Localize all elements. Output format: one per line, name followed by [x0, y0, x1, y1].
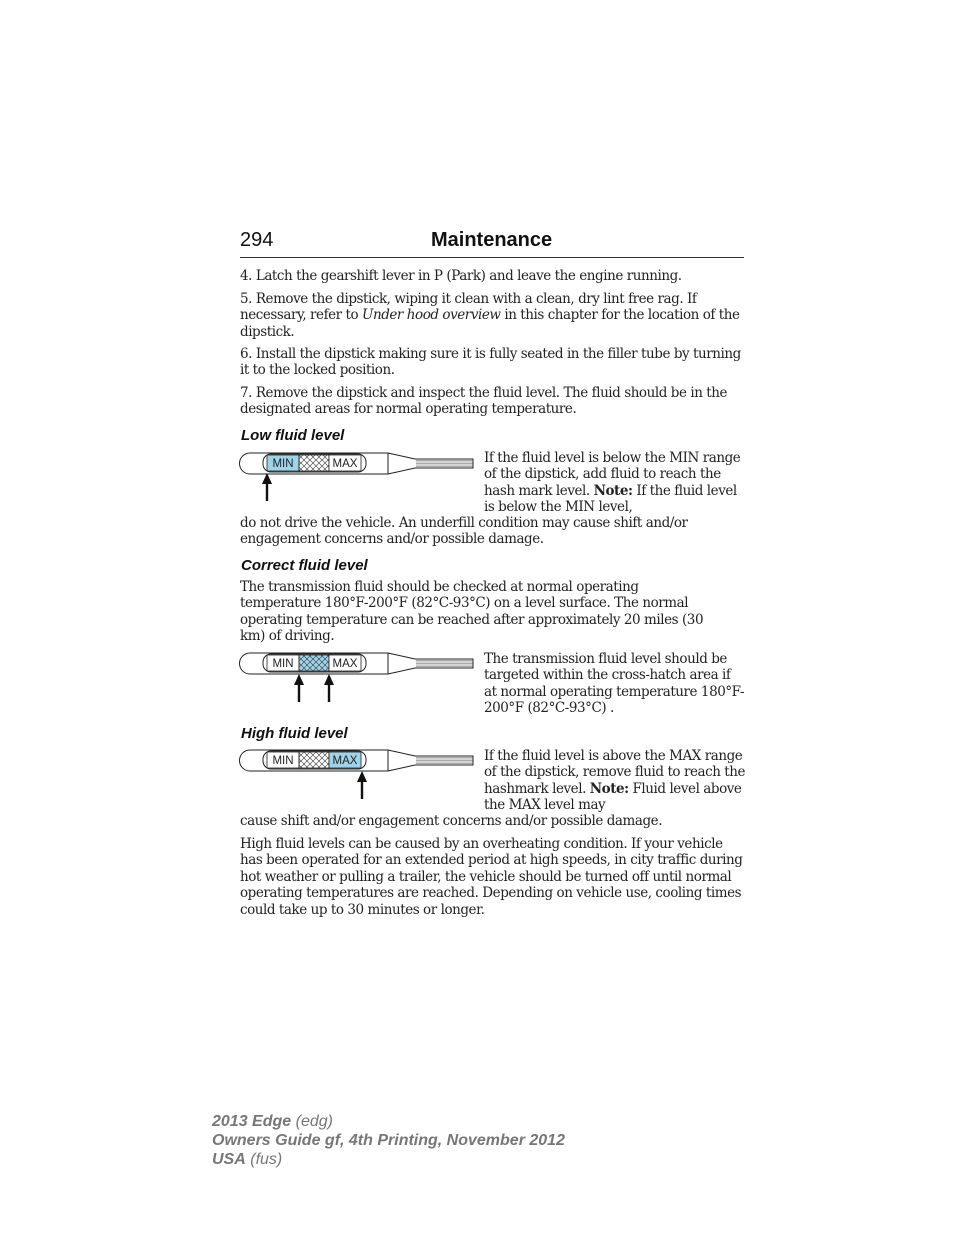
max-label: MAX	[332, 658, 358, 670]
page-header	[240, 229, 744, 258]
note-label: Note:	[593, 482, 633, 499]
min-label: MIN	[272, 755, 294, 767]
min-label: MIN	[272, 658, 294, 670]
max-label: MAX	[332, 458, 358, 470]
note-label: Note:	[589, 780, 629, 797]
max-label: MAX	[332, 755, 358, 767]
correct-fluid-side-text: The transmission fluid level should be targeted within the cross-hatch area if at normal operating temperature 180°F-200°F (82°C-93°C) .	[484, 651, 745, 717]
dipstick-correct-level-illustration	[238, 650, 478, 706]
footer-market-code: (fus)	[250, 1151, 283, 1168]
correct-fluid-paragraph: The transmission fluid should be checked at normal operating temperature 180°F-200°F (82°C-93°C) on a level surface. The normal operating temperature can be reached after approximately 20 miles (30 km) of driving.	[240, 579, 704, 645]
step-6: 6. Install the dipstick making sure it is fully seated in the filler tube by turning it to the locked position.	[240, 346, 741, 379]
min-label: MIN	[272, 458, 294, 470]
high-fluid-continued: cause shift and/or engagement concerns and/or possible damage.	[240, 813, 663, 829]
low-fluid-heading: Low fluid level	[241, 427, 345, 444]
footer-model: 2013 Edge	[212, 1113, 292, 1130]
page-footer	[212, 1112, 565, 1169]
footer-model-code: (edg)	[295, 1113, 333, 1130]
section-title: Maintenance	[431, 229, 553, 251]
high-fluid-heading: High fluid level	[241, 725, 348, 742]
low-fluid-continued: do not drive the vehicle. An underfill condition may cause shift and/or engagement concerns and/or possible damage.	[240, 515, 688, 548]
footer-market: USA	[212, 1151, 246, 1168]
footer-guide: Owners Guide gf, 4th Printing, November 2012	[212, 1132, 565, 1149]
step-5: 5. Remove the dipstick, wiping it clean with a clean, dry lint free rag. If necessary, refer to Under hood overview in this chapter for the location of the dipstick.	[240, 291, 740, 340]
page-number: 294	[240, 229, 274, 251]
low-fluid-side-text: If the fluid level is below the MIN range of the dipstick, add fluid to reach the hash mark level. Note: If the fluid level is below the MIN level,	[484, 450, 741, 516]
step-4: 4. Latch the gearshift lever in P (Park) and leave the engine running.	[240, 268, 682, 284]
under-hood-overview-reference: Under hood overview	[362, 307, 501, 324]
dipstick-high-level-illustration	[238, 746, 478, 802]
high-fluid-paragraph: High fluid levels can be caused by an overheating condition. If your vehicle has been operated for an extended period at high speeds, in city traffic during hot weather or pulling a trailer, the vehicle should be turned off until normal operating temperatures are reached. Depending on vehicle use, cooling times could take up to 30 minutes or longer.	[240, 836, 743, 918]
step-7: 7. Remove the dipstick and inspect the fluid level. The fluid should be in the designated areas for normal operating temperature.	[240, 385, 728, 418]
high-fluid-side-text: If the fluid level is above the MAX range of the dipstick, remove fluid to reach the hashmark level. Note: Fluid level above the MAX level may	[484, 748, 746, 814]
dipstick-low-level-illustration	[238, 448, 478, 504]
correct-fluid-heading: Correct fluid level	[241, 557, 368, 574]
